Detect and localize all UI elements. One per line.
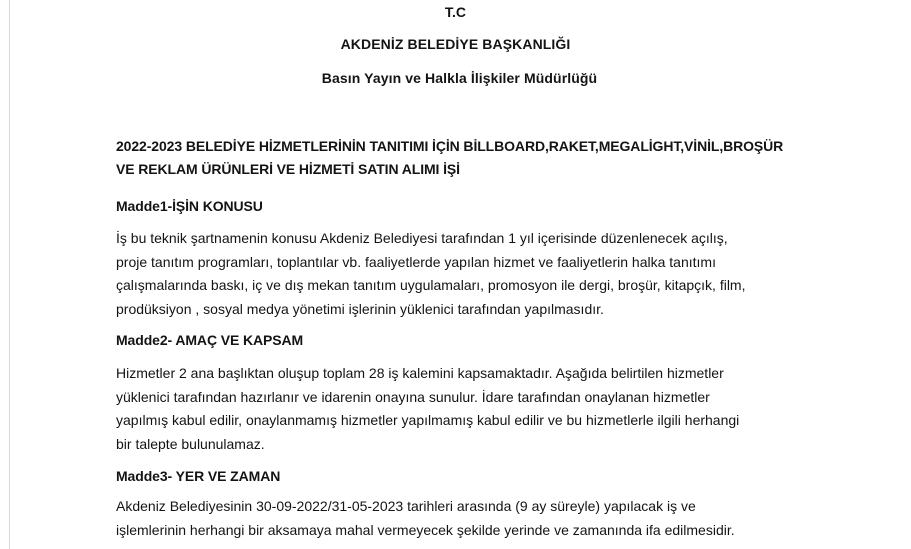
section-1-heading: Madde1-İŞİN KONUSU: [116, 198, 263, 214]
section-2-paragraph: [116, 362, 821, 456]
section-1-paragraph: [116, 227, 821, 321]
section-1-line-2: proje tanıtım programları, toplantılar vb. faaliyetlerde yapılan hizmet ve faaliyetlerin halka tanıtımı: [116, 253, 716, 270]
section-2-heading: Madde2- AMAÇ VE KAPSAM: [116, 332, 304, 348]
section-2-line-4: bir talepte bulunulamaz.: [116, 435, 265, 452]
header-institution: AKDENİZ BELEDİYE BAŞKANLIĞI: [340, 36, 571, 52]
section-3-line-1: Akdeniz Belediyesinin 30-09-2022/31-05-2023 tarihleri arasında (9 ay süreyle) yapılacak iş ve: [116, 498, 696, 514]
section-3-heading: Madde3- YER VE ZAMAN: [116, 468, 281, 484]
section-3-line-2: işlemlerinin herhangi bir aksamaya mahal vermeyecek şekilde yerinde ve zamanında ifa edilmesidir.: [116, 521, 735, 538]
section-2-line-2: yüklenici tarafından hazırlanır ve idarenin onayına sunulur. İdare tarafından onaylanan hizmetler: [116, 388, 710, 405]
header-tc: T.C: [444, 4, 467, 20]
section-2-line-1: Hizmetler 2 ana başlıktan oluşup toplam 28 iş kalemini kapsamaktadır. Aşağıda belirtilen hizmetler: [116, 365, 724, 381]
header-department: Basın Yayın ve Halkla İlişkiler Müdürlüğü: [321, 70, 598, 86]
document-title-line-2: VE REKLAM ÜRÜNLERİ VE HİZMETİ SATIN ALIMI İŞİ: [116, 161, 460, 177]
section-1-line-4: prodüksiyon , sosyal medya yönetimi işlerinin yüklenici tarafından yapılmasıdır.: [116, 300, 604, 317]
section-3-paragraph: [116, 495, 821, 542]
section-1-line-1: İş bu teknik şartnamenin konusu Akdeniz Belediyesi tarafından 1 yıl içerisinde düzenlenecek açılış,: [116, 230, 728, 246]
section-2-line-3: yapılmış kabul edilir, onaylanmamış hizmetler yapılmamış kabul edilir ve bu hizmetlerle ilgili herhangi: [116, 412, 740, 428]
document-title-line-1: 2022-2023 BELEDİYE HİZMETLERİNİN TANITIMI İÇİN BİLLBOARD,RAKET,MEGALİGHT,VİNİL,BROŞÜR: [116, 138, 784, 154]
document-title: [116, 135, 816, 181]
section-1-line-3: çalışmalarında baskı, iç ve dış mekan tanıtım uygulamaları, promosyon ile dergi, broşür, kitapçık, film,: [116, 277, 746, 293]
